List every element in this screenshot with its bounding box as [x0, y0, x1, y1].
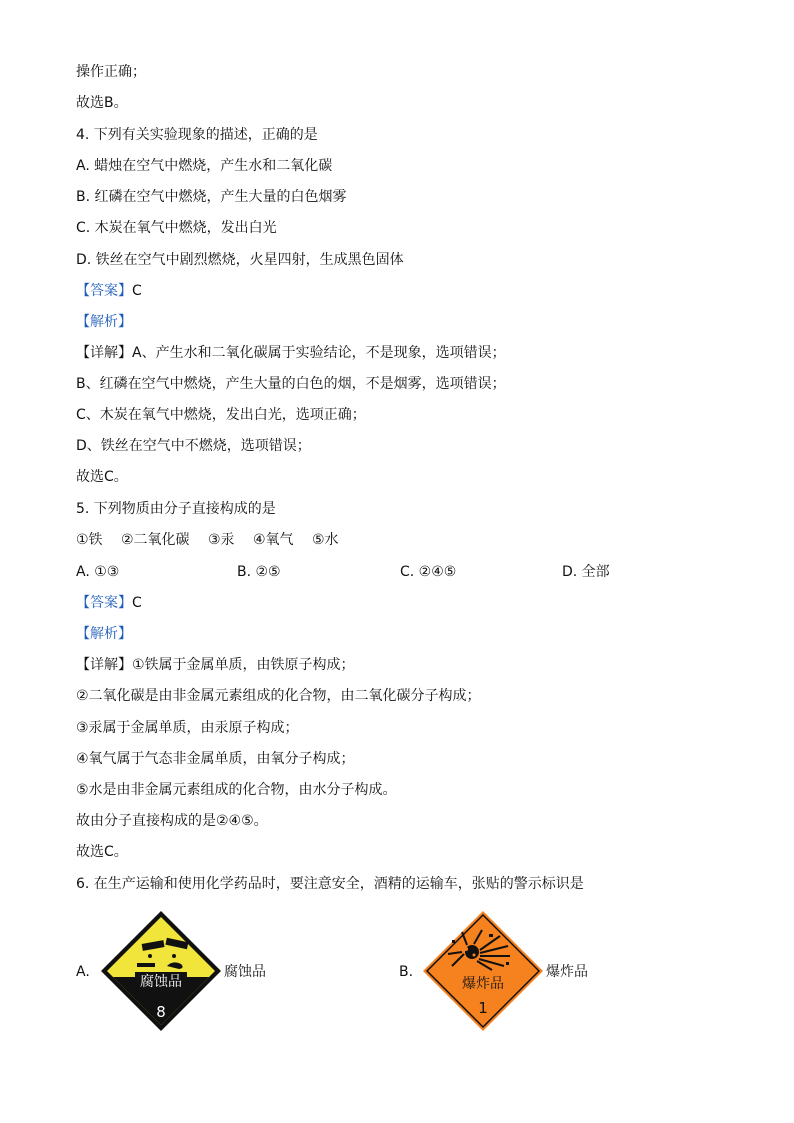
q5-answer	[76, 593, 142, 613]
explosive-sign-number: 1	[478, 999, 488, 1017]
question-4-stem: 4. 下列有关实验现象的描述，正确的是	[76, 127, 318, 143]
question-6-stem: 6. 在生产运输和使用化学药品时，要注意安全，酒精的运输车，张贴的警示标识是	[76, 876, 584, 892]
q5-option-d: D. 全部	[562, 564, 610, 580]
corrosive-sign-text: 腐蚀品	[140, 974, 182, 990]
q4-detail-1	[76, 343, 506, 363]
answer-tag: 【答案】	[76, 283, 132, 299]
q4-analysis	[76, 312, 132, 332]
answer-value: C	[132, 595, 142, 611]
detail-tag: 【详解】	[76, 657, 132, 673]
q5-analysis	[76, 624, 132, 644]
q5-conclusion: 故选C。	[76, 844, 128, 860]
q5-option-b: B. ②⑤	[237, 564, 281, 580]
q4-answer	[76, 281, 142, 301]
q6-option-b-label: 爆炸品	[546, 964, 588, 980]
corrosive-sign-icon	[100, 910, 222, 1032]
q6-option-b-letter: B.	[399, 964, 414, 980]
q4-option-a: A. 蜡烛在空气中燃烧，产生水和二氧化碳	[76, 158, 333, 174]
corrosive-sign-number: 8	[156, 1003, 166, 1021]
answer-tag: 【答案】	[76, 595, 132, 611]
answer-value: C	[132, 283, 142, 299]
detail-text: ①铁属于金属单质，由铁原子构成；	[132, 657, 355, 673]
q6-option-a-label: 腐蚀品	[224, 964, 266, 980]
q4-option-b: B. 红磷在空气中燃烧，产生大量的白色烟雾	[76, 189, 347, 205]
q4-detail-4: D、铁丝在空气中不燃烧，选项错误；	[76, 438, 311, 454]
q4-option-d: D. 铁丝在空气中剧烈燃烧，火星四射，生成黑色固体	[76, 252, 404, 268]
q5-summary: 故由分子直接构成的是②④⑤。	[76, 813, 268, 829]
detail-text: A、产生水和二氧化碳属于实验结论，不是现象，选项错误；	[132, 345, 506, 361]
q4-conclusion: 故选C。	[76, 469, 128, 485]
q5-detail-4: ④氧气属于气态非金属单质，由氧分子构成；	[76, 751, 355, 767]
q4-option-c: C. 木炭在氧气中燃烧，发出白光	[76, 220, 277, 236]
analysis-tag: 【解析】	[76, 314, 132, 330]
q5-detail-2: ②二氧化碳是由非金属元素组成的化合物，由二氧化碳分子构成；	[76, 688, 481, 704]
q5-detail-3: ③汞属于金属单质，由汞原子构成；	[76, 720, 299, 736]
q6-option-a-letter: A.	[76, 964, 90, 980]
analysis-tag: 【解析】	[76, 626, 132, 642]
q5-detail-5: ⑤水是由非金属元素组成的化合物，由水分子构成。	[76, 782, 397, 798]
q5-option-a: A. ①③	[76, 564, 120, 580]
q4-detail-2: B、红磷在空气中燃烧，产生大量的白色的烟，不是烟雾，选项错误；	[76, 376, 506, 392]
text-line: 操作正确；	[76, 64, 146, 80]
q4-detail-3: C、木炭在氧气中燃烧，发出白光，选项正确；	[76, 407, 366, 423]
question-5-stem: 5. 下列物质由分子直接构成的是	[76, 501, 276, 517]
q5-items: ①铁 ②二氧化碳 ③汞 ④氧气 ⑤水	[76, 532, 339, 548]
explosive-sign-icon	[422, 910, 544, 1032]
q5-option-c: C. ②④⑤	[400, 564, 457, 580]
detail-tag: 【详解】	[76, 345, 132, 361]
text-line: 故选B。	[76, 95, 128, 111]
q5-detail-1	[76, 655, 355, 675]
explosive-sign-text: 爆炸品	[462, 976, 504, 992]
